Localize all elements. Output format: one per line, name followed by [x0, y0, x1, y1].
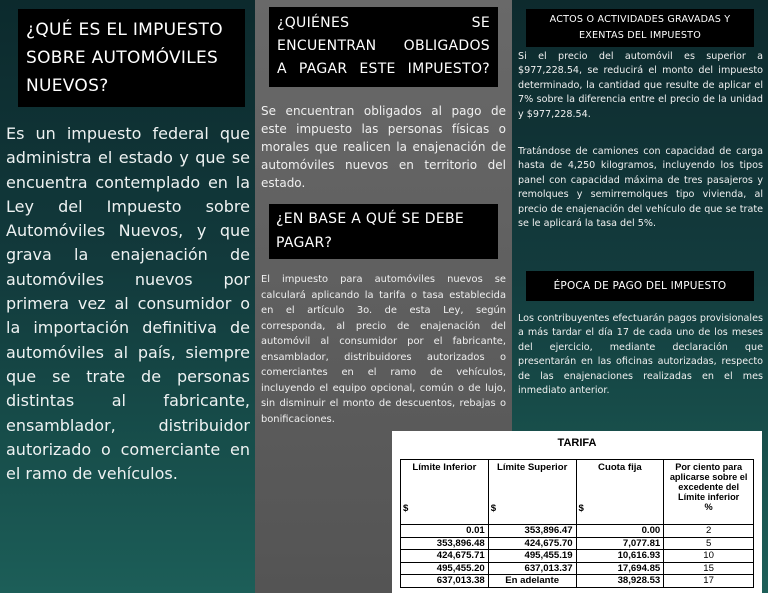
header-percent: Por ciento para aplicarse sobre el excedente del Límite inferior %: [664, 460, 754, 525]
header-fixed-fee: Cuota fija $: [576, 460, 664, 525]
paragraph-acts-2: Tratándose de camiones con capacidad de carga hasta de 4,250 kilogramos, incluyendo los tipos panel con capacidad máxima de tres pasajeros y remolques y semirremolques tipo vivienda, al precio de enajenación del vehículo de que se trate se le aplicará la tasa del 5%.: [518, 146, 763, 230]
paragraph-what-is: Es un impuesto federal que administra el estado y que se encuentra contemplado en la Ley del Impuesto sobre Automóviles Nuevos, y que grava la enajenación de automóviles nuevos por primera vez al consumidor o la importación definitiva de automóviles al país, siempre que se trate de personas distintas al fabricante, ensamblador, distribuidor autorizado o comerciante en el ramo de vehículos.: [6, 124, 250, 484]
table-cell: 495,455.19: [488, 550, 576, 563]
table-row: [401, 575, 754, 588]
tarifa-header-row: [401, 460, 754, 525]
column-what-is: [0, 0, 255, 593]
heading-who-pays-text: ¿QUIÉNES SE ENCUENTRAN OBLIGADOS A PAGAR ESTE IMPUESTO?: [277, 15, 490, 77]
heading-what-is: [18, 9, 245, 107]
table-cell: 17: [664, 575, 754, 588]
table-row: [401, 537, 754, 550]
table-row: [401, 562, 754, 575]
table-cell: 637,013.37: [488, 562, 576, 575]
heading-payment-period-text: ÉPOCA DE PAGO DEL IMPUESTO: [553, 280, 727, 292]
header-upper-limit: Límite Superior $: [488, 460, 576, 525]
table-cell: 495,455.20: [401, 562, 489, 575]
table-cell: 17,694.85: [576, 562, 664, 575]
heading-basis: [269, 204, 498, 259]
table-cell: En adelante: [488, 575, 576, 588]
table-cell: 0.00: [576, 525, 664, 538]
paragraph-who-pays: Se encuentran obligados al pago de este impuesto las personas físicas o morales que realicen la enajenación de automóviles nuevos en territorio del estado.: [261, 104, 506, 190]
heading-what-is-text: ¿QUÉ ES EL IMPUESTO SOBRE AUTOMÓVILES NUEVOS?: [26, 20, 223, 96]
tarifa-table-panel: [392, 431, 762, 593]
table-cell: 353,896.48: [401, 537, 489, 550]
table-cell: 5: [664, 537, 754, 550]
table-cell: 424,675.71: [401, 550, 489, 563]
paragraph-basis: El impuesto para automóviles nuevos se calculará aplicando la tarifa o tasa establecida en el artículo 3o. de esta Ley, según corresponda, al precio de enajenación del automóvil al consumidor por el fabricante, ensamblador, distribuidores autorizados o comerciantes en el ramo de vehículos, incluyendo el equipo opcional, común o de lujo, sin disminuir el monto de descuentos, rebajas o bonificaciones.: [261, 274, 506, 425]
paragraph-acts-1: Si el precio del automóvil es superior a $977,228.54, se reducirá el monto del impuesto determinado, la cantidad que resulte de aplicar el 7% sobre la diferencia entre el precio de la unidad y $977,228.54.: [518, 51, 763, 120]
tarifa-table: [400, 459, 754, 588]
table-cell: 15: [664, 562, 754, 575]
paragraph-payment-period: Los contribuyentes efectuarán pagos provisionales a más tardar el día 17 de cada uno de los meses del ejercicio, mediante declaración que presentarán en las oficinas autorizadas, respecto de las enajenaciones realizadas en el mes inmediato anterior.: [518, 313, 763, 397]
heading-acts-text: ACTOS O ACTIVIDADES GRAVADAS Y EXENTAS DEL IMPUESTO: [549, 14, 731, 41]
table-cell: 637,013.38: [401, 575, 489, 588]
heading-basis-text: ¿EN BASE A QUÉ SE DEBE PAGAR?: [276, 211, 465, 251]
table-cell: 10: [664, 550, 754, 563]
heading-acts: [526, 9, 754, 47]
table-cell: 353,896.47: [488, 525, 576, 538]
table-cell: 0.01: [401, 525, 489, 538]
heading-who-pays: [269, 7, 498, 87]
table-cell: 2: [664, 525, 754, 538]
heading-payment-period: [526, 271, 754, 301]
table-cell: 7,077.81: [576, 537, 664, 550]
table-cell: 10,616.93: [576, 550, 664, 563]
table-cell: 424,675.70: [488, 537, 576, 550]
tarifa-title: TARIFA: [557, 437, 597, 449]
table-cell: 38,928.53: [576, 575, 664, 588]
header-lower-limit: Límite Inferior $: [401, 460, 489, 525]
table-row: [401, 525, 754, 538]
table-row: [401, 550, 754, 563]
